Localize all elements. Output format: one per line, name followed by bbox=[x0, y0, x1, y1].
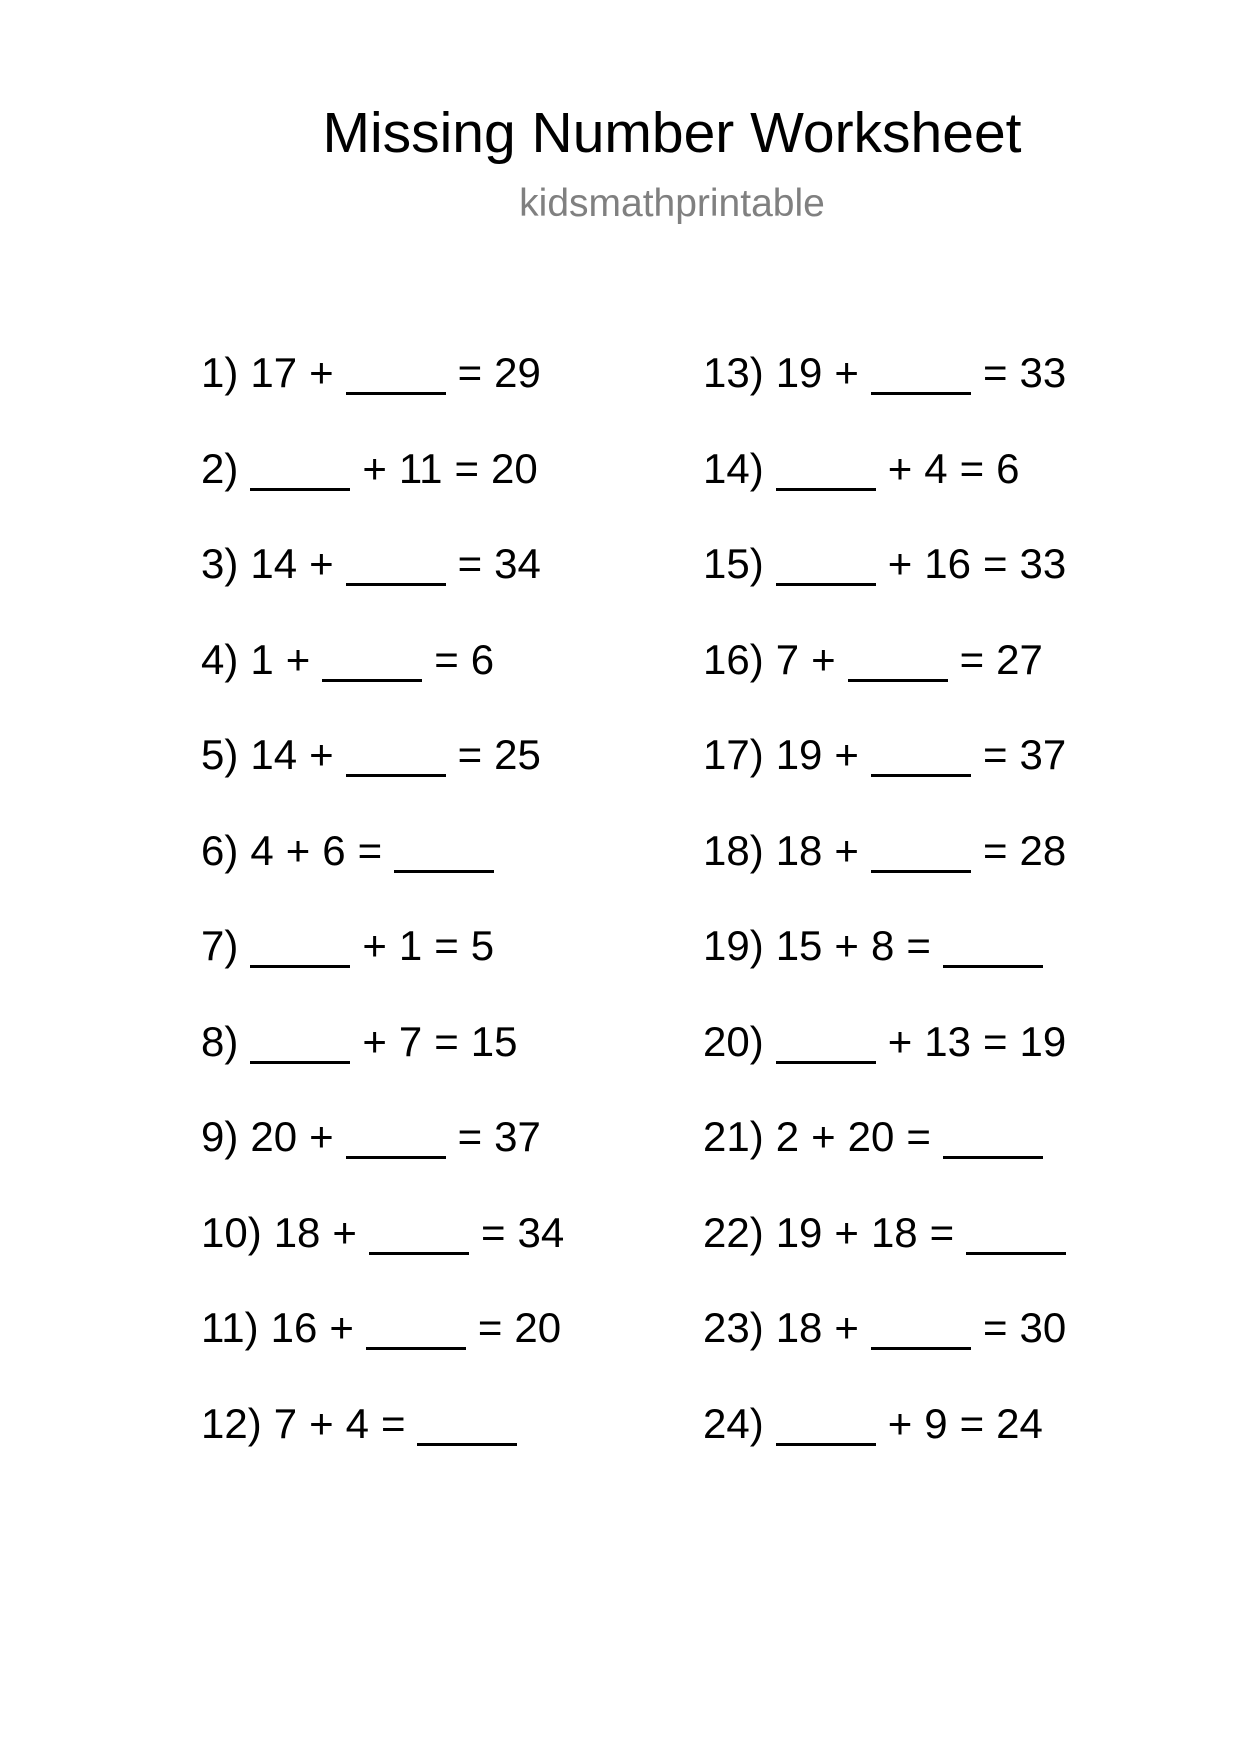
problem-row bbox=[703, 826, 1066, 922]
problem-row bbox=[201, 1399, 564, 1495]
number: 1 bbox=[398, 922, 423, 969]
problem-number: 19) bbox=[703, 922, 764, 969]
number: 15 bbox=[775, 922, 823, 969]
problem-row bbox=[201, 348, 564, 444]
answer-blank[interactable] bbox=[943, 929, 1043, 968]
plus-sign: + bbox=[834, 922, 859, 969]
number: 19 bbox=[775, 349, 823, 396]
answer-blank[interactable] bbox=[776, 452, 876, 491]
number: 6 bbox=[996, 444, 1020, 492]
equals-sign: = bbox=[959, 444, 985, 492]
problem-number: 20) bbox=[703, 1017, 764, 1065]
problem-number: 15) bbox=[703, 540, 764, 587]
equals-sign: = bbox=[959, 635, 985, 683]
number: 19 bbox=[1019, 1017, 1067, 1065]
number: 19 bbox=[775, 1208, 823, 1256]
problem-number: 18) bbox=[703, 826, 764, 874]
problem-number: 9) bbox=[201, 1113, 239, 1160]
equals-sign: = bbox=[959, 1399, 985, 1447]
answer-blank[interactable] bbox=[346, 1120, 446, 1159]
plus-sign: + bbox=[887, 444, 913, 492]
number: 33 bbox=[1019, 540, 1067, 587]
problem-row bbox=[201, 444, 564, 540]
number: 15 bbox=[470, 1017, 518, 1065]
equals-sign: = bbox=[380, 1399, 406, 1447]
number: 34 bbox=[517, 1208, 565, 1256]
number: 25 bbox=[494, 731, 541, 778]
plus-sign: + bbox=[309, 1399, 334, 1447]
problem-number: 24) bbox=[703, 1399, 764, 1447]
equals-sign: = bbox=[982, 349, 1008, 396]
number: 37 bbox=[1019, 731, 1067, 778]
plus-sign: + bbox=[362, 444, 387, 492]
plus-sign: + bbox=[811, 1113, 836, 1160]
number: 7 bbox=[273, 1399, 298, 1447]
plus-sign: + bbox=[811, 635, 836, 683]
plus-sign: + bbox=[329, 1304, 354, 1351]
equals-sign: = bbox=[434, 922, 459, 969]
equals-sign: = bbox=[434, 635, 459, 683]
number: 4 bbox=[924, 444, 948, 492]
number: 18 bbox=[775, 826, 823, 874]
worksheet-title: Missing Number Worksheet bbox=[322, 101, 1022, 165]
problem-row bbox=[703, 1399, 1066, 1495]
equals-sign: = bbox=[906, 1113, 931, 1160]
number: 6 bbox=[470, 635, 495, 683]
plus-sign: + bbox=[834, 1208, 859, 1256]
problem-number: 10) bbox=[201, 1208, 262, 1256]
plus-sign: + bbox=[834, 1304, 859, 1351]
problem-number: 8) bbox=[201, 1017, 239, 1065]
number: 20 bbox=[514, 1304, 562, 1351]
problem-row bbox=[703, 1112, 1066, 1208]
problem-row bbox=[703, 1303, 1066, 1399]
answer-blank[interactable] bbox=[776, 1407, 876, 1446]
problem-number: 13) bbox=[703, 349, 764, 396]
plus-sign: + bbox=[285, 826, 311, 874]
number: 6 bbox=[322, 826, 346, 874]
number: 20 bbox=[250, 1113, 298, 1160]
number: 7 bbox=[775, 635, 800, 683]
problem-row bbox=[201, 1303, 564, 1399]
problem-number: 2) bbox=[201, 444, 239, 492]
number: 37 bbox=[494, 1113, 541, 1160]
equals-sign: = bbox=[906, 922, 931, 969]
problem-number: 23) bbox=[703, 1304, 764, 1351]
problem-number: 1) bbox=[201, 349, 239, 396]
answer-blank[interactable] bbox=[346, 738, 446, 777]
number: 8 bbox=[870, 922, 895, 969]
number: 9 bbox=[924, 1399, 948, 1447]
problem-row bbox=[201, 1208, 564, 1304]
problem-number: 21) bbox=[703, 1113, 764, 1160]
plus-sign: + bbox=[887, 540, 913, 587]
number: 13 bbox=[924, 1017, 971, 1065]
plus-sign: + bbox=[362, 1017, 387, 1065]
equals-sign: = bbox=[434, 1017, 459, 1065]
problem-row bbox=[703, 730, 1066, 826]
problems-column-right bbox=[703, 348, 1066, 1494]
plus-sign: + bbox=[285, 635, 311, 683]
problem-row bbox=[201, 921, 564, 1017]
problem-number: 3) bbox=[201, 540, 239, 587]
answer-blank[interactable] bbox=[346, 356, 446, 395]
plus-sign: + bbox=[332, 1208, 357, 1256]
number: 20 bbox=[847, 1113, 895, 1160]
problem-row bbox=[201, 1017, 564, 1113]
plus-sign: + bbox=[887, 1399, 913, 1447]
problem-row bbox=[201, 1112, 564, 1208]
equals-sign: = bbox=[480, 1208, 506, 1256]
problem-number: 22) bbox=[703, 1208, 764, 1256]
equals-sign: = bbox=[982, 826, 1008, 874]
answer-blank[interactable] bbox=[943, 1120, 1043, 1159]
equals-sign: = bbox=[457, 1113, 483, 1160]
plus-sign: + bbox=[309, 540, 334, 587]
number: 17 bbox=[250, 349, 298, 396]
equals-sign: = bbox=[454, 444, 480, 492]
answer-blank[interactable] bbox=[250, 929, 350, 968]
problem-row bbox=[703, 348, 1066, 444]
worksheet-subtitle: kidsmathprintable bbox=[519, 182, 825, 225]
number: 4 bbox=[345, 1399, 369, 1447]
problem-number: 4) bbox=[201, 635, 239, 683]
number: 19 bbox=[775, 731, 823, 778]
plus-sign: + bbox=[834, 826, 859, 874]
problems-column-left bbox=[201, 348, 564, 1494]
number: 5 bbox=[470, 922, 495, 969]
number: 33 bbox=[1019, 349, 1067, 396]
answer-blank[interactable] bbox=[776, 547, 876, 586]
number: 14 bbox=[250, 540, 298, 587]
number: 7 bbox=[398, 1017, 423, 1065]
answer-blank[interactable] bbox=[250, 1025, 350, 1064]
problem-row bbox=[201, 539, 564, 635]
problem-row bbox=[703, 1017, 1066, 1113]
equals-sign: = bbox=[357, 826, 383, 874]
equals-sign: = bbox=[457, 540, 483, 587]
problem-number: 16) bbox=[703, 635, 764, 683]
plus-sign: + bbox=[834, 731, 859, 778]
equals-sign: = bbox=[457, 731, 483, 778]
problem-row bbox=[201, 826, 564, 922]
number: 18 bbox=[870, 1208, 918, 1256]
problem-number: 17) bbox=[703, 731, 764, 778]
answer-blank[interactable] bbox=[366, 1311, 466, 1350]
equals-sign: = bbox=[982, 1017, 1008, 1065]
answer-blank[interactable] bbox=[848, 643, 948, 682]
problem-row bbox=[703, 921, 1066, 1017]
plus-sign: + bbox=[362, 922, 387, 969]
problem-number: 11) bbox=[201, 1304, 259, 1351]
plus-sign: + bbox=[309, 1113, 334, 1160]
problem-row bbox=[703, 539, 1066, 635]
number: 34 bbox=[494, 540, 541, 587]
number: 16 bbox=[270, 1304, 318, 1351]
equals-sign: = bbox=[457, 349, 483, 396]
number: 24 bbox=[996, 1399, 1043, 1447]
plus-sign: + bbox=[309, 349, 334, 396]
answer-blank[interactable] bbox=[250, 452, 350, 491]
answer-blank[interactable] bbox=[346, 547, 446, 586]
plus-sign: + bbox=[887, 1017, 913, 1065]
answer-blank[interactable] bbox=[369, 1216, 469, 1255]
equals-sign: = bbox=[982, 731, 1008, 778]
number: 14 bbox=[250, 731, 298, 778]
number: 4 bbox=[250, 826, 274, 874]
number: 18 bbox=[273, 1208, 321, 1256]
answer-blank[interactable] bbox=[322, 643, 422, 682]
answer-blank[interactable] bbox=[871, 738, 971, 777]
number: 29 bbox=[494, 349, 541, 396]
plus-sign: + bbox=[834, 349, 859, 396]
answer-blank[interactable] bbox=[871, 356, 971, 395]
answer-blank[interactable] bbox=[871, 834, 971, 873]
number: 16 bbox=[924, 540, 971, 587]
equals-sign: = bbox=[982, 1304, 1008, 1351]
answer-blank[interactable] bbox=[871, 1311, 971, 1350]
answer-blank[interactable] bbox=[966, 1216, 1066, 1255]
answer-blank[interactable] bbox=[776, 1025, 876, 1064]
number: 1 bbox=[250, 635, 274, 683]
problem-number: 14) bbox=[703, 444, 764, 492]
problem-row bbox=[703, 635, 1066, 731]
answer-blank[interactable] bbox=[417, 1407, 517, 1446]
answer-blank[interactable] bbox=[394, 834, 494, 873]
plus-sign: + bbox=[309, 731, 334, 778]
problem-row bbox=[201, 730, 564, 826]
problem-row bbox=[703, 1208, 1066, 1304]
equals-sign: = bbox=[982, 540, 1008, 587]
equals-sign: = bbox=[929, 1208, 955, 1256]
number: 27 bbox=[996, 635, 1043, 683]
number: 11 bbox=[398, 444, 443, 492]
problem-number: 5) bbox=[201, 731, 239, 778]
problem-number: 12) bbox=[201, 1399, 262, 1447]
number: 18 bbox=[775, 1304, 823, 1351]
problem-number: 6) bbox=[201, 826, 239, 874]
number: 20 bbox=[491, 444, 538, 492]
number: 28 bbox=[1019, 826, 1067, 874]
problem-row bbox=[703, 444, 1066, 540]
problem-row bbox=[201, 635, 564, 731]
equals-sign: = bbox=[477, 1304, 503, 1351]
number: 2 bbox=[775, 1113, 800, 1160]
problem-number: 7) bbox=[201, 922, 239, 969]
number: 30 bbox=[1019, 1304, 1067, 1351]
